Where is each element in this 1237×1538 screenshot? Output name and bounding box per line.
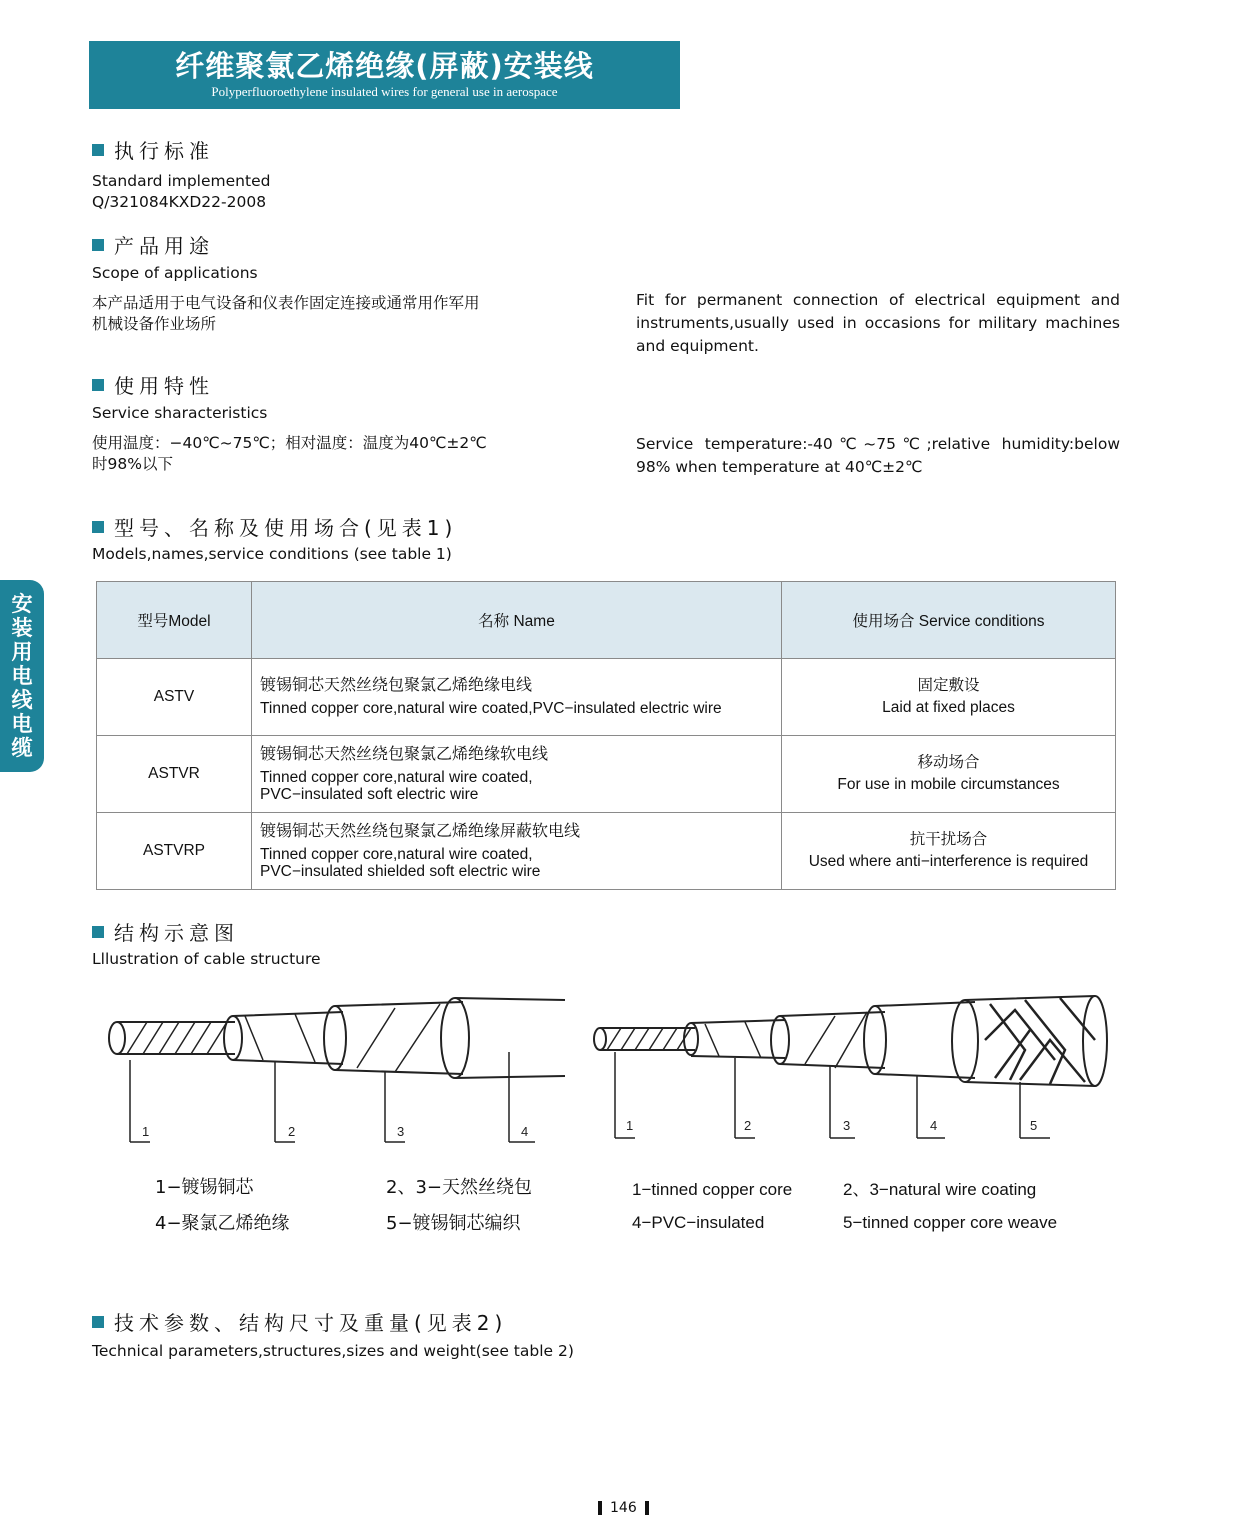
cond-en: Laid at fixed places <box>882 699 1015 716</box>
service-text-zh: 使用温度：−40℃~75℃；相对温度：温度为40℃±2℃时98%以下 <box>92 434 487 473</box>
cond-zh: 抗干扰场合 <box>909 831 988 848</box>
heading-text: 技术参数、结构尺寸及重量(见表2) <box>114 1311 508 1335</box>
cond-zh: 移动场合 <box>917 754 980 771</box>
diagram-label: 3 <box>397 1124 405 1139</box>
section-heading-models <box>92 512 457 541</box>
heading-text: 执行标准 <box>114 139 214 163</box>
bullet-square-icon <box>92 239 104 251</box>
cell-name <box>252 813 782 890</box>
side-tab-char: 线 <box>11 688 33 712</box>
side-tab-char: 用 <box>11 640 33 664</box>
section-heading-technical <box>92 1307 507 1336</box>
bullet-square-icon <box>92 521 104 533</box>
cell-name <box>252 659 782 736</box>
legend-item: 5−tinned copper core weave <box>843 1213 1058 1232</box>
header-conditions: 使用场合 Service conditions <box>782 582 1116 659</box>
diagram-label: 1 <box>142 1124 150 1139</box>
side-tab-char: 缆 <box>11 736 33 760</box>
diagram-label: 4 <box>521 1124 529 1139</box>
page-bar-right <box>645 1501 649 1515</box>
legend-item: 1−镀锡铜芯 <box>155 1177 254 1198</box>
name-en-line2: PVC−insulated soft electric wire <box>260 785 479 803</box>
name-en: Tinned copper core,natural wire coated, <box>260 845 533 863</box>
standard-block <box>92 171 270 213</box>
scope-heading-en: Scope of applications <box>92 264 258 282</box>
section-heading-scope <box>92 230 214 259</box>
table-row <box>97 736 1116 813</box>
diagram-label: 1 <box>626 1118 634 1133</box>
bullet-square-icon <box>92 926 104 938</box>
name-zh: 镀锡铜芯天然丝绕包聚氯乙烯绝缘屏蔽软电线 <box>260 822 581 840</box>
section-heading-standard <box>92 135 214 164</box>
name-en: Tinned copper core,natural wire coated,PVC−insulated electric wire <box>260 700 722 717</box>
legend-item: 4−PVC−insulated <box>632 1213 765 1232</box>
side-tab-char: 安 <box>11 592 33 616</box>
heading-text: 型号、名称及使用场合(见表1) <box>114 516 458 540</box>
cell-conditions <box>782 736 1116 813</box>
title-en: Polyperfluoroethylene insulated wires for general use in aerospace <box>211 84 558 99</box>
diagram-label: 5 <box>1030 1118 1038 1133</box>
side-tab-char: 电 <box>11 712 33 736</box>
page-number <box>590 1500 657 1516</box>
cell-conditions <box>782 813 1116 890</box>
standard-code: Q/321084KXD22-2008 <box>92 193 267 211</box>
diagram-label: 2 <box>744 1118 752 1133</box>
header-name: 名称 Name <box>252 582 782 659</box>
legend-zh-col1 <box>155 1170 290 1242</box>
legend-en-col1 <box>632 1173 792 1239</box>
legend-item: 2、3−natural wire coating <box>843 1180 1037 1199</box>
legend-item: 1−tinned copper core <box>632 1180 793 1199</box>
name-en: Tinned copper core,natural wire coated, <box>260 768 533 786</box>
legend-item: 5−镀锡铜芯编织 <box>386 1213 521 1234</box>
bullet-square-icon <box>92 379 104 391</box>
technical-heading-en: Technical parameters,structures,sizes and weight(see table 2) <box>92 1342 574 1360</box>
diagram-label: 4 <box>930 1118 938 1133</box>
models-heading-en: Models,names,service conditions (see table 1) <box>92 545 452 563</box>
table-row <box>97 659 1116 736</box>
diagram-label: 3 <box>843 1118 851 1133</box>
title-zh: 纤维聚氯乙烯绝缘(屏蔽)安装线 <box>175 49 594 83</box>
cell-model: ASTVRP <box>97 813 252 890</box>
bullet-square-icon <box>92 144 104 156</box>
cond-zh: 固定敷设 <box>917 677 980 694</box>
legend-zh-col2 <box>386 1170 532 1242</box>
diagram-label: 2 <box>288 1124 296 1139</box>
legend-item: 2、3−天然丝绕包 <box>386 1177 532 1198</box>
cell-name <box>252 736 782 813</box>
right-cable-drawing <box>594 996 1107 1138</box>
title-banner <box>89 41 680 109</box>
legend-item: 4−聚氯乙烯绝缘 <box>155 1213 290 1234</box>
structure-heading-en: Lllustration of cable structure <box>92 950 321 968</box>
standard-heading-en: Standard implemented <box>92 172 271 190</box>
service-text-en: Service temperature:-40℃~75℃;relative humidity:below 98% when temperature at 40℃±2℃ <box>636 435 1120 476</box>
table-row <box>97 813 1116 890</box>
cell-conditions <box>782 659 1116 736</box>
cell-model: ASTVR <box>97 736 252 813</box>
bullet-square-icon <box>92 1316 104 1328</box>
side-tab-char: 装 <box>11 616 33 640</box>
header-model: 型号Model <box>97 582 252 659</box>
cable-structure-diagram <box>95 990 1125 1150</box>
cell-model: ASTV <box>97 659 252 736</box>
heading-text: 产品用途 <box>114 234 214 258</box>
service-heading-en: Service sharacteristics <box>92 404 268 422</box>
heading-text: 使用特性 <box>114 374 214 398</box>
name-zh: 镀锡铜芯天然丝绕包聚氯乙烯绝缘软电线 <box>260 745 549 763</box>
scope-text-zh: 本产品适用于电气设备和仪表作固定连接或通常用作军用机械设备作业场所 <box>92 294 480 333</box>
side-category-tab <box>0 580 44 772</box>
legend-en-col2 <box>843 1173 1057 1239</box>
name-en-line2: PVC−insulated shielded soft electric wire <box>260 862 541 880</box>
section-heading-service <box>92 370 214 399</box>
table-header-row <box>97 582 1116 659</box>
name-zh: 镀锡铜芯天然丝绕包聚氯乙烯绝缘电线 <box>260 677 533 694</box>
side-tab-char: 电 <box>11 664 33 688</box>
cond-en: Used where anti−interference is required <box>808 853 1089 870</box>
section-heading-structure <box>92 917 239 946</box>
scope-text-en: Fit for permanent connection of electrical equipment and instruments,usually used in occasions for military machines and equipment. <box>636 291 1120 355</box>
heading-text: 结构示意图 <box>114 921 239 945</box>
page-number-text: 146 <box>610 1500 637 1516</box>
cond-en: For use in mobile circumstances <box>837 776 1060 793</box>
page-bar-left <box>598 1501 602 1515</box>
left-cable-drawing <box>109 998 565 1142</box>
models-table <box>96 581 1116 890</box>
